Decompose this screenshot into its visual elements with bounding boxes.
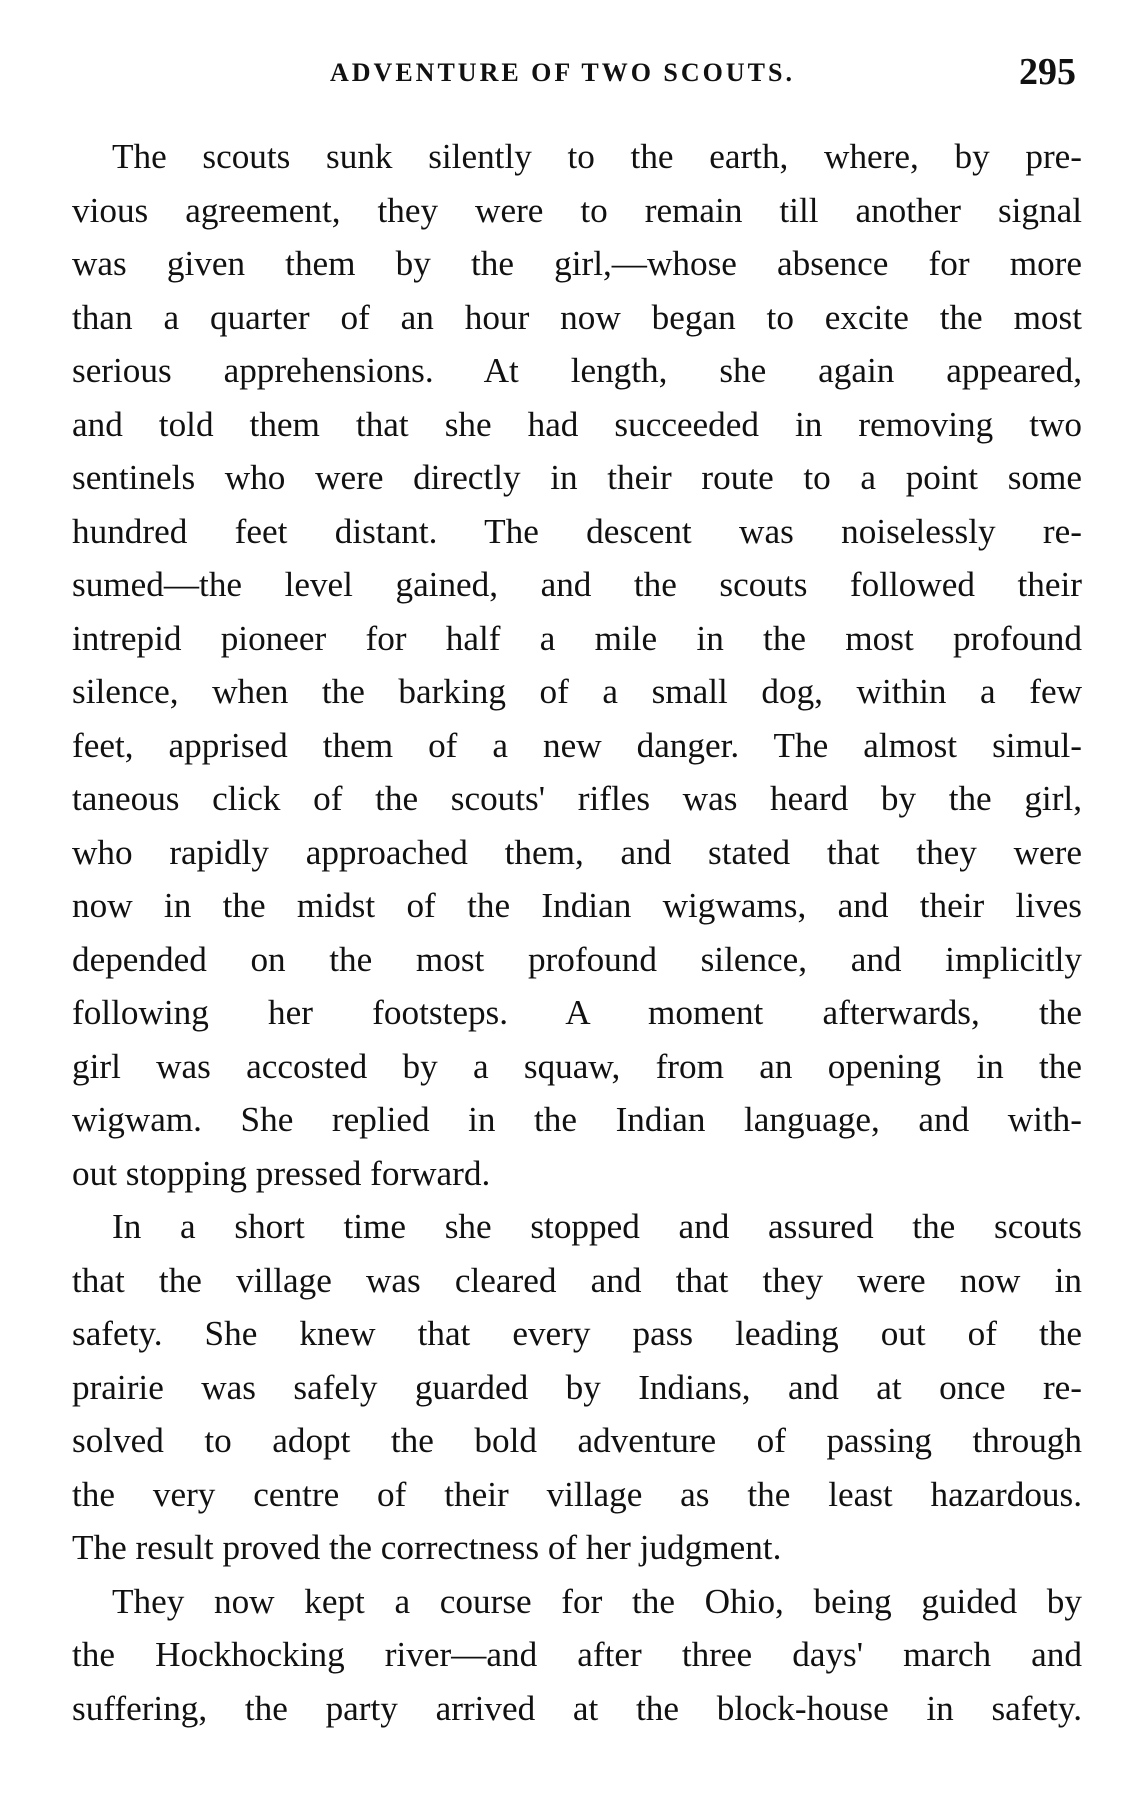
text-line: was given them by the girl,—whose absence for more [72,244,1082,283]
text-line: out stopping pressed forward. [72,1153,491,1193]
text-line: sumed—the level gained, and the scouts followed their [72,565,1082,604]
text-line: prairie was safely guarded by Indians, and at once re- [72,1367,1082,1407]
text-line: following her footsteps. A moment afterwards, the [72,993,1082,1032]
text-line: than a quarter of an hour now began to excite the most [72,297,1082,337]
paragraph-1 [72,130,1082,1200]
text-line: and told them that she had succeeded in removing two [72,404,1082,444]
text-line: the Hockhocking river—and after three days' march and [72,1635,1082,1674]
text-line: safety. She knew that every pass leading out of the [72,1314,1082,1353]
text-line: wigwam. She replied in the Indian language, and with- [72,1100,1082,1139]
text-line: the very centre of their village as the least hazardous. [72,1474,1082,1514]
text-line: suffering, the party arrived at the block-house in safety. [72,1688,1082,1728]
text-line: feet, apprised them of a new danger. The almost simul- [72,725,1082,765]
text-line: that the village was cleared and that they were now in [72,1260,1082,1300]
text-line: depended on the most profound silence, and implicitly [72,939,1082,979]
text-line: silence, when the barking of a small dog, within a few [72,672,1082,711]
text-line: The scouts sunk silently to the earth, where, by pre- [112,137,1082,176]
text-line: now in the midst of the Indian wigwams, and their lives [72,886,1082,925]
text-line: solved to adopt the bold adventure of passing through [72,1421,1082,1460]
text-line: vious agreement, they were to remain till another signal [72,190,1082,230]
paragraph-2 [72,1200,1082,1575]
page-number: 295 [1019,51,1076,93]
text-line: sentinels who were directly in their route to a point some [72,458,1082,497]
running-title: ADVENTURE OF TWO SCOUTS. [330,58,795,87]
paragraph-3 [72,1575,1082,1736]
text-line: hundred feet distant. The descent was noiselessly re- [72,511,1082,551]
text-line: who rapidly approached them, and stated that they were [72,832,1082,872]
running-head [70,50,1080,100]
text-line: intrepid pioneer for half a mile in the most profound [72,618,1082,658]
body-text [72,130,1082,1735]
text-line: The result proved the correctness of her judgment. [72,1528,782,1567]
text-line: They now kept a course for the Ohio, being guided by [112,1581,1082,1621]
text-line: serious apprehensions. At length, she again appeared, [72,351,1082,390]
text-line: taneous click of the scouts' rifles was heard by the girl, [72,779,1082,818]
text-line: girl was accosted by a squaw, from an opening in the [72,1046,1082,1086]
text-line: In a short time she stopped and assured the scouts [112,1207,1082,1246]
